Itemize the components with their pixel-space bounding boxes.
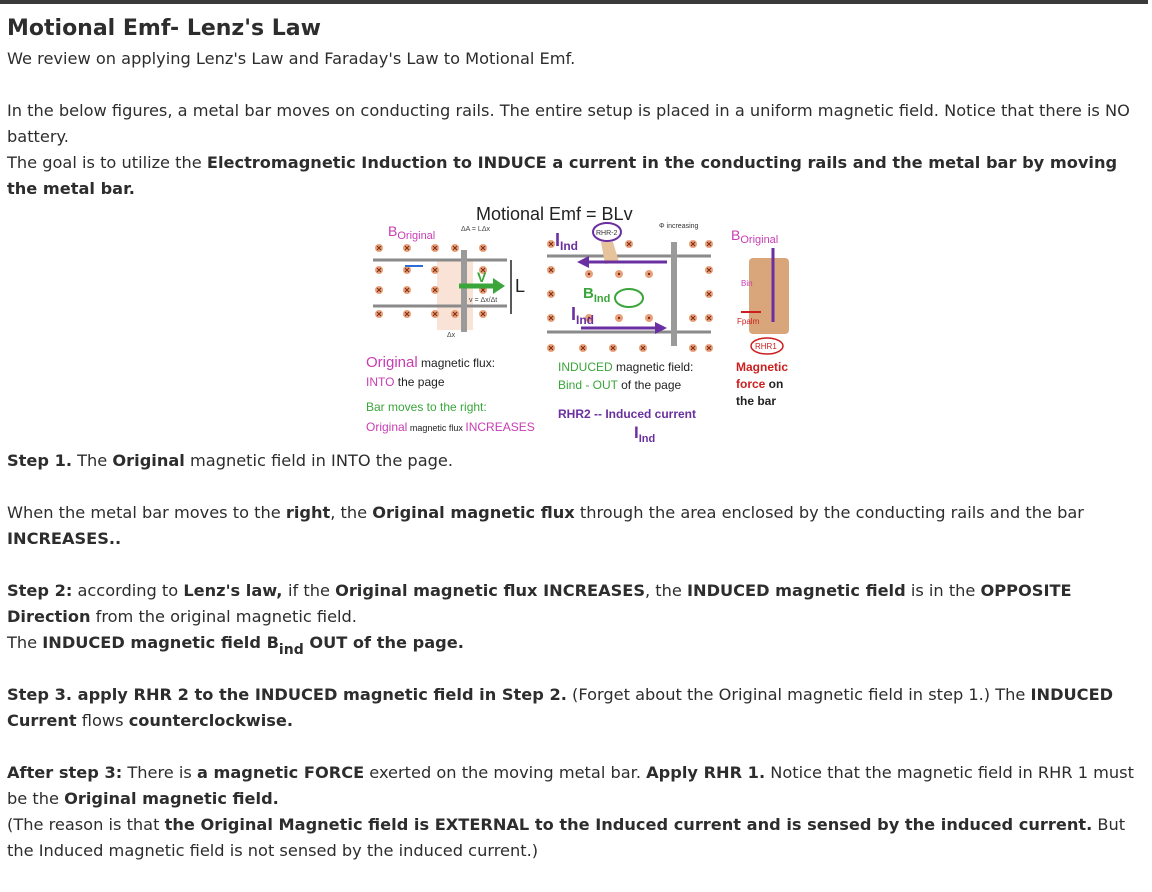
step2: Step 2: according to Lenz's law, if the Original magnetic flux INCREASES, the INDUCED magnetic field is in the OPPOSITE Direction from the original magnetic field. [7,581,1072,626]
top-border [0,0,1148,4]
v-label: V [477,269,487,285]
motional-emf-figure [7,202,1145,448]
step2-induced-field: The INDUCED magnetic field $B_{ind}$ OUT of the page. [7,633,464,658]
article [7,8,1145,864]
figure-svg [7,202,1145,448]
b-ind-label: $B_{Ind}$ [583,285,611,305]
i-ind-bottom: $I_{Ind}$ [571,304,595,327]
L-label: L [515,276,526,296]
step3: Step 3. apply RHR 2 to the INDUCED magnetic field in Step 2. (Forget about the Original magnetic field in step 1.) The INDUCED Current flows counterclockwise. [7,685,1114,730]
delta-area-shade [437,260,473,330]
mid-metal-bar [671,242,677,346]
rhr1-circle-label: RHR1 [755,342,777,351]
left-panel [373,223,525,339]
after-step3: After step 3: There is a magnetic FORCE exerted on the moving metal bar. Apply RHR 1. Notice that the magnetic field in RHR 1 must be the Original magnetic field. [7,763,1134,808]
b-ind-circle [615,289,643,307]
step1-detail: When the metal bar moves to the right, the Original magnetic flux through the area enclosed by the conducting rails and the bar INCREASES.. [7,503,1084,548]
b-original-right: $B_{Original}$ [731,227,779,246]
velocity-arrowhead [493,278,505,294]
caption-bind-out: Bind - OUT of the page [558,378,682,392]
b-in-label: Bin [741,279,753,288]
top-current-arrowhead [577,256,589,268]
delta-x-label: Δx [447,332,456,339]
b-original-left: $B_{Original}$ [388,223,436,242]
intro-text: We review on applying Lenz's Law and Faraday's Law to Motional Emf. [7,49,576,68]
caption-flux-increases: Original magnetic flux INCREASES [366,420,535,434]
caption-rhr2: RHR2 -- Induced current [558,407,697,421]
metal-bar [461,250,467,332]
caption-the-bar: the bar [736,394,777,408]
delta-a-label: ΔA = LΔx [461,226,491,233]
step1: Step 1. The Original magnetic field in INTO the page. [7,451,453,470]
caption-i-ind: $I_{Ind}$ [634,423,656,445]
caption-bar-moves: Bar moves to the right: [366,400,487,414]
goal-paragraph: The goal is to utilize the Electromagnetic Induction to INDUCE a current in the conducting rails and the metal bar by moving the metal bar. [7,153,1118,198]
right-panel [731,227,789,354]
figure-heading: Motional Emf = BLv [476,204,633,224]
caption-force-on: force on [736,377,784,391]
setup-paragraph: In the below figures, a metal bar moves on conducting rails. The entire setup is placed in a uniform magnetic field. Notice that there is NO battery. [7,101,1130,146]
middle-panel [547,223,713,352]
v-equation: v = Δx/Δt [469,297,498,304]
flux-increasing: Φ increasing [659,223,699,230]
page-title: Motional Emf- Lenz's Law [7,16,321,41]
caption-induced-field: INDUCED magnetic field: [558,360,694,374]
rhr2-circle-label: RHR-2 [596,230,618,237]
caption-original-flux: Original magnetic flux: [366,354,496,371]
reason-paragraph: (The reason is that the Original Magnetic field is EXTERNAL to the Induced current and is sensed by the induced current. But the Induced magnetic field is not sensed by the induced current.) [7,815,1126,860]
i-ind-top: $I_{Ind}$ [555,230,579,253]
caption-into-page: INTO the page [366,375,445,389]
caption-magnetic: Magnetic [736,360,789,374]
figure-captions [366,354,788,445]
fpalm-label: Fpalm [737,317,760,326]
